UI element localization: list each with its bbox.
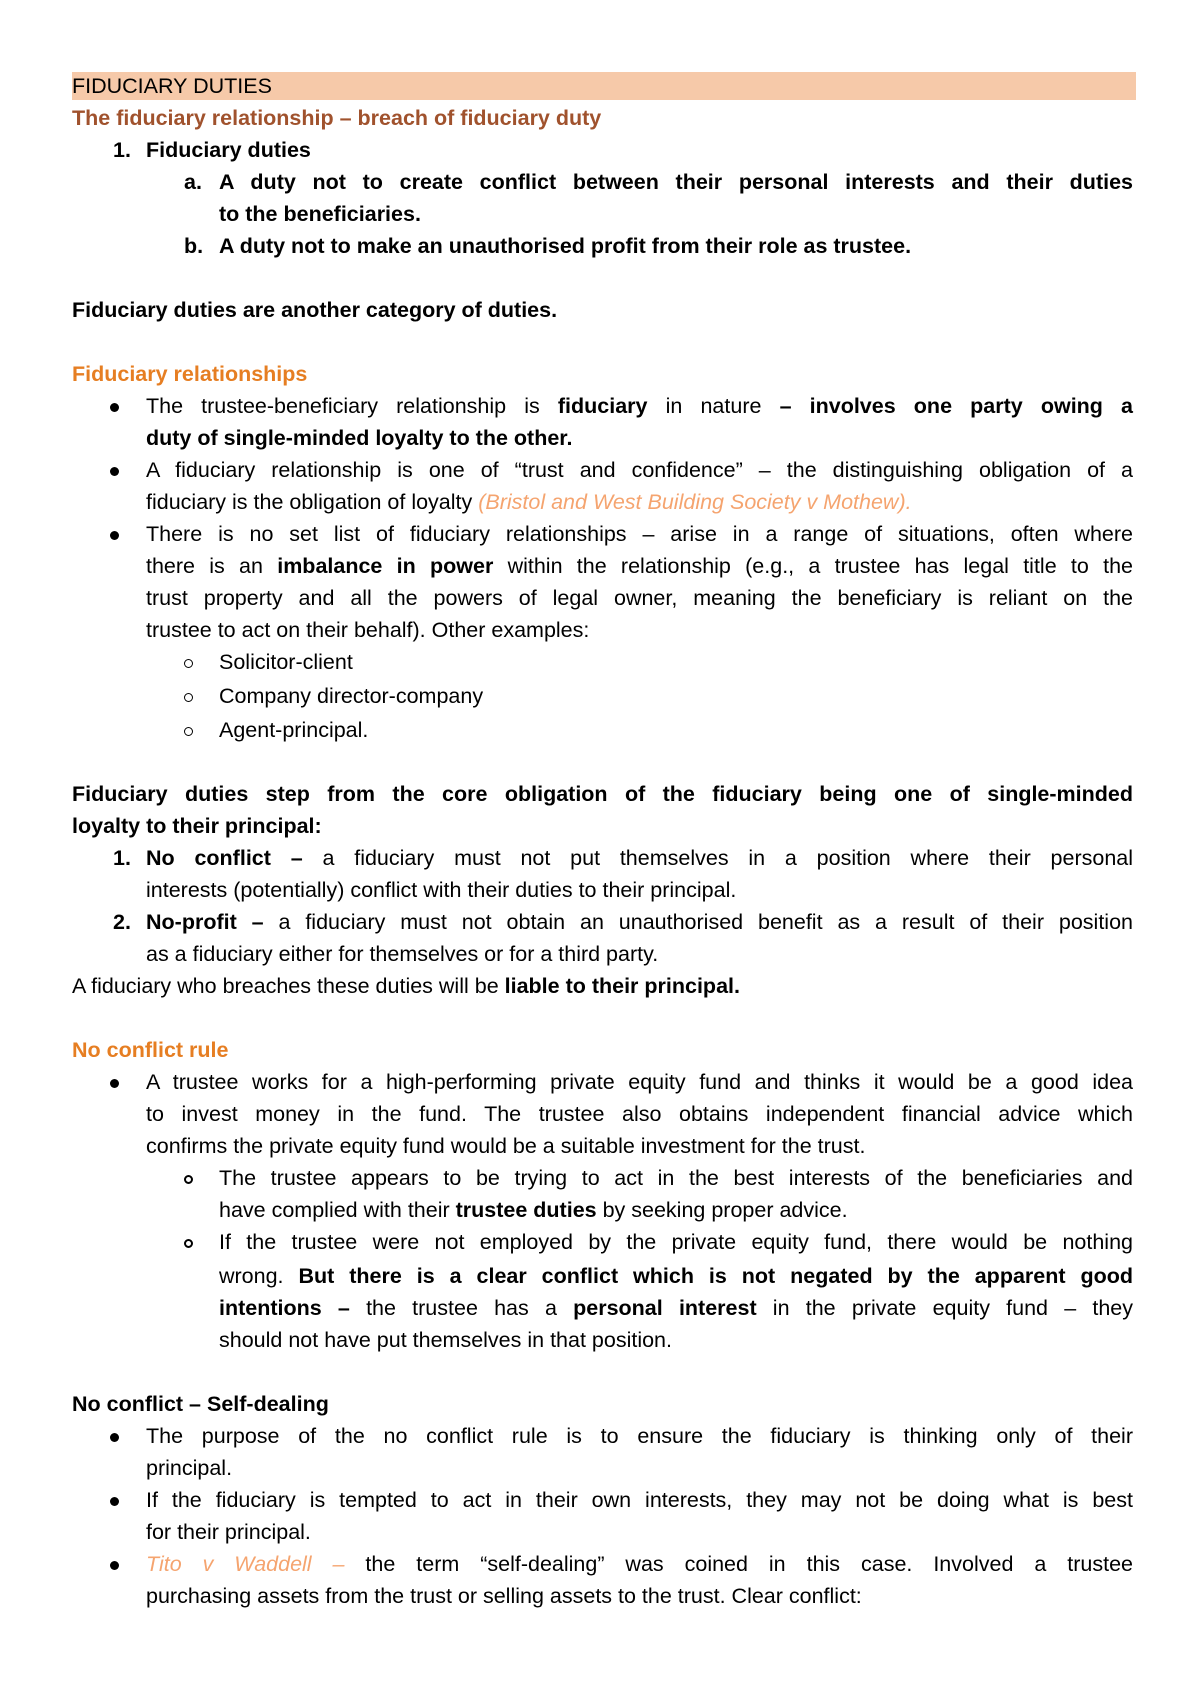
bullet-text: to invest money in the fund. The trustee also obtains independent financial advice which	[146, 1102, 1133, 1126]
sub-bullet-text: Company director-company	[219, 684, 484, 708]
bullet-text: The trustee-beneficiary relationship is fiduciary in nature – involves one party owing a	[146, 394, 1134, 418]
bullet-text: there is an imbalance in power within the relationship (e.g., a trustee has legal title to the	[146, 554, 1133, 578]
bullet-text: There is no set list of fiduciary relationships – arise in a range of situations, often where	[146, 522, 1133, 546]
intro-paragraph: Fiduciary duties step from the core obligation of the fiduciary being one of single-minded	[72, 782, 1133, 806]
bullet-text: confirms the private equity fund would be a suitable investment for the trust.	[146, 1134, 866, 1158]
bullet-dot-icon	[110, 467, 119, 476]
sub-bullet-text: have complied with their trustee duties by seeking proper advice.	[219, 1198, 848, 1222]
sub-bullet-text: wrong. But there is a clear conflict which is not negated by the apparent good	[219, 1264, 1133, 1288]
list-item-text: No-profit – a fiduciary must not obtain an unauthorised benefit as a result of their position	[146, 910, 1133, 934]
circle-bullet-icon	[184, 1175, 193, 1184]
sub-list-letter: a.	[184, 170, 202, 194]
bullet-text: If the fiduciary is tempted to act in their own interests, they may not be doing what is best	[146, 1488, 1133, 1512]
bullet-text: for their principal.	[146, 1520, 311, 1544]
bullet-text: purchasing assets from the trust or selling assets to the trust. Clear conflict:	[146, 1584, 862, 1608]
bullet-text: A trustee works for a high-performing private equity fund and thinks it would be a good idea	[146, 1070, 1133, 1094]
list-number: 2.	[113, 910, 131, 934]
bullet-dot-icon	[110, 531, 119, 540]
list-item-label: Fiduciary duties	[146, 138, 311, 162]
circle-bullet-icon	[184, 693, 193, 702]
section-heading-fiduciary-relationships: Fiduciary relationships	[72, 362, 308, 386]
sub-bullet-text: If the trustee were not employed by the private equity fund, there would be nothing	[219, 1230, 1133, 1254]
sub-bullet-text: Solicitor-client	[219, 650, 353, 674]
closing-paragraph: A fiduciary who breaches these duties will be liable to their principal.	[72, 974, 740, 998]
bullet-text: Tito v Waddell – the term “self-dealing” was coined in this case. Involved a trustee	[146, 1552, 1133, 1576]
case-citation: (Bristol and West Building Society v Mothew).	[478, 490, 912, 514]
circle-bullet-icon	[184, 727, 193, 736]
bullet-dot-icon	[110, 1433, 119, 1442]
list-item-text: as a fiduciary either for themselves or for a third party.	[146, 942, 659, 966]
section-heading-self-dealing: No conflict – Self-dealing	[72, 1392, 329, 1416]
summary-paragraph: Fiduciary duties are another category of duties.	[72, 298, 558, 322]
bullet-text: fiduciary is the obligation of loyalty (Bristol and West Building Society v Mothew).	[146, 490, 912, 514]
sub-bullet-text: The trustee appears to be trying to act in the best interests of the beneficiaries and	[219, 1166, 1133, 1190]
sub-list-item-text: A duty not to create conflict between their personal interests and their duties	[219, 170, 1133, 194]
bullet-text: duty of single-minded loyalty to the other.	[146, 426, 573, 450]
bullet-dot-icon	[110, 1079, 119, 1088]
bullet-dot-icon	[110, 1561, 119, 1570]
bullet-dot-icon	[110, 1497, 119, 1506]
sub-list-item-text: A duty not to make an unauthorised profit from their role as trustee.	[219, 234, 912, 258]
list-number: 1.	[113, 138, 131, 162]
section-heading-no-conflict-rule: No conflict rule	[72, 1038, 229, 1062]
document-title: FIDUCIARY DUTIES	[72, 74, 272, 98]
bullet-text: A fiduciary relationship is one of “trust and confidence” – the distinguishing obligation of a	[146, 458, 1133, 482]
sub-bullet-text: intentions – the trustee has a personal interest in the private equity fund – they	[219, 1296, 1133, 1320]
sub-bullet-text: should not have put themselves in that position.	[219, 1328, 672, 1352]
sub-bullet-text: Agent-principal.	[219, 718, 369, 742]
bullet-text: trustee to act on their behalf). Other examples:	[146, 618, 590, 642]
sub-list-letter: b.	[184, 234, 204, 258]
circle-bullet-icon	[184, 659, 193, 668]
list-item-text: interests (potentially) conflict with their duties to their principal.	[146, 878, 737, 902]
list-item-text: No conflict – a fiduciary must not put themselves in a position where their personal	[146, 846, 1134, 870]
sub-list-item-text: to the beneficiaries.	[219, 202, 421, 226]
case-citation: Tito v Waddell –	[146, 1552, 345, 1576]
intro-paragraph: loyalty to their principal:	[72, 814, 322, 838]
bullet-text: principal.	[146, 1456, 233, 1480]
bullet-dot-icon	[110, 403, 119, 412]
bullet-text: The purpose of the no conflict rule is to ensure the fiduciary is thinking only of their	[146, 1424, 1133, 1448]
list-number: 1.	[113, 846, 131, 870]
section-heading-fiduciary-relationship: The fiduciary relationship – breach of fiduciary duty	[72, 106, 602, 130]
bullet-text: trust property and all the powers of legal owner, meaning the beneficiary is reliant on the	[146, 586, 1133, 610]
circle-bullet-icon	[184, 1239, 193, 1248]
